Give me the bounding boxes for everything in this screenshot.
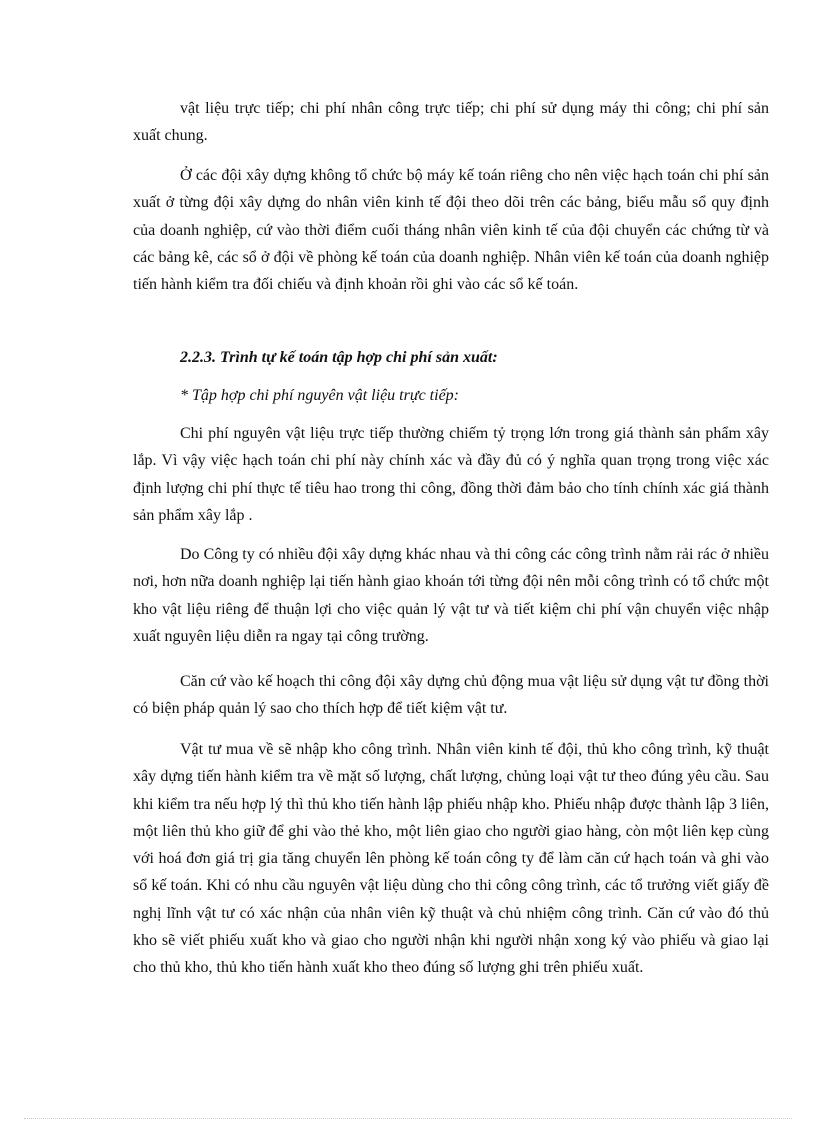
paragraph-company-teams: Do Công ty có nhiều đội xây dựng khác nhau và thi công các công trình nằm rải rác ở nhiều nơi, hơn nữa doanh nghiệp lại tiến hành giao khoán tới từng đội nên mỗi công trình có tổ chức một kho vật liệu riêng để thuận lợi cho việc quản lý vật tư và tiết kiệm chi phí vận chuyển việc nhập xuất nguyên liệu diễn ra ngay tại công trường. (133, 546, 769, 645)
paragraph-continuation: vật liệu trực tiếp; chi phí nhân công trực tiếp; chi phí sử dụng máy thi công; chi phí sản xuất chung. (133, 100, 769, 145)
paragraph-material-cost: Chi phí nguyên vật liệu trực tiếp thường chiếm tỷ trọng lớn trong giá thành sản phẩm xây lắp. Vì vậy việc hạch toán chi phí này chính xác và đầy đủ có ý nghĩa quan trọng trong việc xác định lượng chi phí thực tế tiêu hao trong thi công, đồng thời đảm bảo cho tính chính xác giá thành sản phẩm xây lắp . (133, 425, 769, 524)
section-heading: 2.2.3. Trình tự kế toán tập hợp chi phí sản xuất: (180, 349, 498, 366)
page-bottom-rule (24, 1118, 792, 1119)
paragraph-material-import: Vật tư mua về sẽ nhập kho công trình. Nhân viên kinh tế đội, thủ kho công trình, kỹ thuật xây dựng tiến hành kiểm tra về mặt số lượng, chất lượng, chủng loại vật tư theo đúng yêu cầu. Sau khi kiểm tra nếu hợp lý thì thủ kho tiến hành lập phiếu nhập kho. Phiếu nhập được thành lập 3 liên, một liên thủ kho giữ để ghi vào thẻ kho, một liên giao cho người giao hàng, còn một liên kẹp cùng với hoá đơn giá trị gia tăng chuyển lên phòng kế toán công ty để làm căn cứ hạch toán và ghi vào sổ kế toán. Khi có nhu cầu nguyên vật liệu dùng cho thi công công trình, các tổ trưởng viết giấy đề nghị lĩnh vật tư có xác nhận của nhân viên kỹ thuật và chủ nhiệm công trình. Căn cứ vào đó thủ kho sẽ viết phiếu xuất kho và giao cho người nhận khi người nhận xong ký vào phiếu và giao lại cho thủ kho, thủ kho tiến hành xuất kho theo đúng số lượng ghi trên phiếu xuất. (133, 741, 769, 977)
subsection-heading: * Tập hợp chi phí nguyên vật liệu trực tiếp: (180, 387, 459, 404)
paragraph-construction-plan: Căn cứ vào kế hoạch thi công đội xây dựng chủ động mua vật liệu sử dụng vật tư đồng thời có biện pháp quản lý sao cho thích hợp để tiết kiệm vật tư. (133, 673, 769, 718)
paragraph-accounting-organization: Ở các đội xây dựng không tổ chức bộ máy kế toán riêng cho nên việc hạch toán chi phí sản xuất ở từng đội xây dựng do nhân viên kinh tế đội theo dõi trên các bảng, biểu mẫu sổ quy định của doanh nghiệp, cứ vào thời điểm cuối tháng nhân viên kinh tế của đội chuyển các chứng từ và các bảng kê, các sổ ở đội về phòng kế toán của doanh nghiệp. Nhân viên kế toán của doanh nghiệp tiến hành kiểm tra đối chiếu và định khoản rồi ghi vào các sổ kế toán. (133, 167, 769, 294)
